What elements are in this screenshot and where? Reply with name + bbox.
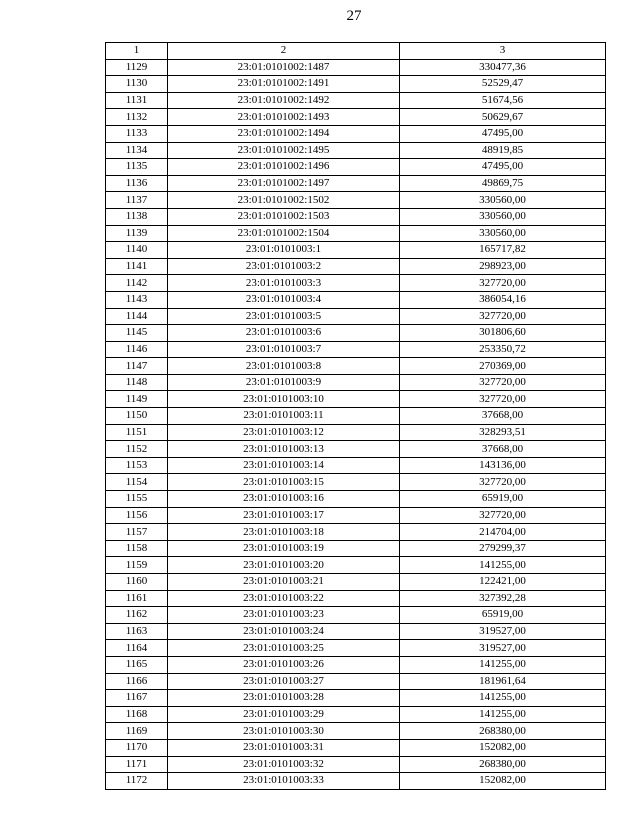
row-number-cell: 1144 <box>106 308 168 325</box>
cadastral-value-cell: 152082,00 <box>400 773 606 790</box>
cadastral-value-cell: 386054,16 <box>400 291 606 308</box>
cadastral-number-cell: 23:01:0101003:30 <box>168 723 400 740</box>
cadastral-value-cell: 330477,36 <box>400 59 606 76</box>
row-number-cell: 1154 <box>106 474 168 491</box>
cadastral-number-cell: 23:01:0101003:25 <box>168 640 400 657</box>
cadastral-number-cell: 23:01:0101003:15 <box>168 474 400 491</box>
row-number-cell: 1156 <box>106 507 168 524</box>
row-number-cell: 1135 <box>106 159 168 176</box>
cadastral-value-cell: 37668,00 <box>400 441 606 458</box>
cadastral-number-cell: 23:01:0101003:10 <box>168 391 400 408</box>
row-number-cell: 1134 <box>106 142 168 159</box>
row-number-cell: 1164 <box>106 640 168 657</box>
table-row <box>106 109 606 126</box>
cadastral-value-cell: 51674,56 <box>400 92 606 109</box>
table-row <box>106 391 606 408</box>
row-number-cell: 1152 <box>106 441 168 458</box>
cadastral-number-cell: 23:01:0101003:19 <box>168 540 400 557</box>
table-row <box>106 507 606 524</box>
table-row <box>106 739 606 756</box>
row-number-cell: 1163 <box>106 623 168 640</box>
table-row <box>106 491 606 508</box>
row-number-cell: 1159 <box>106 557 168 574</box>
cadastral-value-cell: 328293,51 <box>400 424 606 441</box>
row-number-cell: 1170 <box>106 739 168 756</box>
cadastral-number-cell: 23:01:0101002:1493 <box>168 109 400 126</box>
cadastral-value-cell: 327720,00 <box>400 308 606 325</box>
cadastral-number-cell: 23:01:0101003:31 <box>168 739 400 756</box>
cadastral-number-cell: 23:01:0101003:14 <box>168 457 400 474</box>
cadastral-number-cell: 23:01:0101003:32 <box>168 756 400 773</box>
table-row <box>106 291 606 308</box>
table-row <box>106 756 606 773</box>
cadastral-number-cell: 23:01:0101002:1492 <box>168 92 400 109</box>
table-row <box>106 773 606 790</box>
cadastral-number-cell: 23:01:0101003:4 <box>168 291 400 308</box>
row-number-cell: 1147 <box>106 358 168 375</box>
table-row <box>106 92 606 109</box>
cadastral-value-cell: 270369,00 <box>400 358 606 375</box>
table-row <box>106 76 606 93</box>
column-header-value: 3 <box>400 43 606 60</box>
cadastral-value-cell: 181961,64 <box>400 673 606 690</box>
cadastral-number-cell: 23:01:0101002:1491 <box>168 76 400 93</box>
table-row <box>106 607 606 624</box>
row-number-cell: 1162 <box>106 607 168 624</box>
row-number-cell: 1157 <box>106 524 168 541</box>
cadastral-number-cell: 23:01:0101003:26 <box>168 656 400 673</box>
table-row <box>106 706 606 723</box>
cadastral-number-cell: 23:01:0101002:1504 <box>168 225 400 242</box>
cadastral-number-cell: 23:01:0101002:1503 <box>168 208 400 225</box>
row-number-cell: 1133 <box>106 125 168 142</box>
table-row <box>106 590 606 607</box>
cadastral-value-cell: 49869,75 <box>400 175 606 192</box>
row-number-cell: 1139 <box>106 225 168 242</box>
table-row <box>106 441 606 458</box>
cadastral-number-cell: 23:01:0101003:7 <box>168 341 400 358</box>
table-row <box>106 308 606 325</box>
cadastral-number-cell: 23:01:0101003:12 <box>168 424 400 441</box>
cadastral-value-cell: 319527,00 <box>400 623 606 640</box>
table-row <box>106 208 606 225</box>
table-row <box>106 574 606 591</box>
row-number-cell: 1149 <box>106 391 168 408</box>
cadastral-value-cell: 52529,47 <box>400 76 606 93</box>
table-row <box>106 192 606 209</box>
table-row <box>106 408 606 425</box>
table-row <box>106 275 606 292</box>
cadastral-number-cell: 23:01:0101003:18 <box>168 524 400 541</box>
table-row <box>106 159 606 176</box>
table-row <box>106 242 606 259</box>
cadastral-value-cell: 327720,00 <box>400 391 606 408</box>
cadastral-value-cell: 327720,00 <box>400 275 606 292</box>
table-row <box>106 540 606 557</box>
table-row <box>106 623 606 640</box>
cadastral-number-cell: 23:01:0101002:1497 <box>168 175 400 192</box>
cadastral-value-cell: 143136,00 <box>400 457 606 474</box>
cadastral-number-cell: 23:01:0101003:27 <box>168 673 400 690</box>
cadastral-value-cell: 65919,00 <box>400 607 606 624</box>
cadastral-value-cell: 327720,00 <box>400 507 606 524</box>
cadastral-value-cell: 327392,28 <box>400 590 606 607</box>
cadastral-number-cell: 23:01:0101003:24 <box>168 623 400 640</box>
table-row <box>106 258 606 275</box>
cadastral-number-cell: 23:01:0101002:1494 <box>168 125 400 142</box>
row-number-cell: 1146 <box>106 341 168 358</box>
row-number-cell: 1150 <box>106 408 168 425</box>
cadastral-number-cell: 23:01:0101002:1487 <box>168 59 400 76</box>
cadastral-value-cell: 298923,00 <box>400 258 606 275</box>
row-number-cell: 1169 <box>106 723 168 740</box>
row-number-cell: 1167 <box>106 690 168 707</box>
cadastral-value-cell: 330560,00 <box>400 192 606 209</box>
table-row <box>106 673 606 690</box>
cadastral-value-cell: 141255,00 <box>400 706 606 723</box>
table-header-row <box>106 43 606 60</box>
row-number-cell: 1166 <box>106 673 168 690</box>
row-number-cell: 1168 <box>106 706 168 723</box>
cadastral-value-cell: 141255,00 <box>400 557 606 574</box>
row-number-cell: 1161 <box>106 590 168 607</box>
row-number-cell: 1131 <box>106 92 168 109</box>
row-number-cell: 1160 <box>106 574 168 591</box>
cadastral-number-cell: 23:01:0101002:1496 <box>168 159 400 176</box>
cadastral-number-cell: 23:01:0101003:13 <box>168 441 400 458</box>
row-number-cell: 1142 <box>106 275 168 292</box>
cadastral-value-cell: 152082,00 <box>400 739 606 756</box>
cadastral-number-cell: 23:01:0101003:8 <box>168 358 400 375</box>
cadastral-number-cell: 23:01:0101003:33 <box>168 773 400 790</box>
row-number-cell: 1165 <box>106 656 168 673</box>
row-number-cell: 1151 <box>106 424 168 441</box>
table-row <box>106 142 606 159</box>
cadastral-number-cell: 23:01:0101002:1502 <box>168 192 400 209</box>
cadastral-number-cell: 23:01:0101003:20 <box>168 557 400 574</box>
table-row <box>106 175 606 192</box>
cadastral-number-cell: 23:01:0101003:29 <box>168 706 400 723</box>
table-row <box>106 524 606 541</box>
table-row <box>106 457 606 474</box>
cadastral-value-cell: 214704,00 <box>400 524 606 541</box>
table-row <box>106 474 606 491</box>
table-row <box>106 374 606 391</box>
cadastral-number-cell: 23:01:0101003:2 <box>168 258 400 275</box>
table-row <box>106 59 606 76</box>
cadastral-value-table <box>105 42 606 790</box>
cadastral-number-cell: 23:01:0101003:22 <box>168 590 400 607</box>
cadastral-value-cell: 50629,67 <box>400 109 606 126</box>
cadastral-number-cell: 23:01:0101003:23 <box>168 607 400 624</box>
cadastral-value-cell: 165717,82 <box>400 242 606 259</box>
cadastral-number-cell: 23:01:0101002:1495 <box>168 142 400 159</box>
table-row <box>106 656 606 673</box>
row-number-cell: 1129 <box>106 59 168 76</box>
cadastral-number-cell: 23:01:0101003:17 <box>168 507 400 524</box>
table-row <box>106 358 606 375</box>
page-number: 27 <box>346 8 362 24</box>
row-number-cell: 1155 <box>106 491 168 508</box>
cadastral-value-cell: 268380,00 <box>400 756 606 773</box>
row-number-cell: 1141 <box>106 258 168 275</box>
cadastral-value-cell: 327720,00 <box>400 374 606 391</box>
cadastral-value-cell: 141255,00 <box>400 656 606 673</box>
row-number-cell: 1158 <box>106 540 168 557</box>
cadastral-number-cell: 23:01:0101003:21 <box>168 574 400 591</box>
row-number-cell: 1132 <box>106 109 168 126</box>
cadastral-value-cell: 48919,85 <box>400 142 606 159</box>
cadastral-value-cell: 253350,72 <box>400 341 606 358</box>
cadastral-value-cell: 47495,00 <box>400 125 606 142</box>
column-header-cadastral-id: 2 <box>168 43 400 60</box>
table-row <box>106 690 606 707</box>
cadastral-number-cell: 23:01:0101003:11 <box>168 408 400 425</box>
cadastral-number-cell: 23:01:0101003:28 <box>168 690 400 707</box>
row-number-cell: 1143 <box>106 291 168 308</box>
row-number-cell: 1148 <box>106 374 168 391</box>
table-row <box>106 640 606 657</box>
table-body <box>106 59 606 789</box>
row-number-cell: 1145 <box>106 325 168 342</box>
cadastral-value-cell: 330560,00 <box>400 208 606 225</box>
cadastral-value-cell: 330560,00 <box>400 225 606 242</box>
row-number-cell: 1136 <box>106 175 168 192</box>
cadastral-value-cell: 327720,00 <box>400 474 606 491</box>
table-row <box>106 341 606 358</box>
cadastral-number-cell: 23:01:0101003:1 <box>168 242 400 259</box>
cadastral-number-cell: 23:01:0101003:3 <box>168 275 400 292</box>
row-number-cell: 1172 <box>106 773 168 790</box>
cadastral-number-cell: 23:01:0101003:5 <box>168 308 400 325</box>
cadastral-value-cell: 65919,00 <box>400 491 606 508</box>
row-number-cell: 1138 <box>106 208 168 225</box>
table-row <box>106 125 606 142</box>
row-number-cell: 1153 <box>106 457 168 474</box>
cadastral-value-cell: 122421,00 <box>400 574 606 591</box>
cadastral-value-cell: 37668,00 <box>400 408 606 425</box>
table-row <box>106 557 606 574</box>
cadastral-value-cell: 47495,00 <box>400 159 606 176</box>
row-number-cell: 1130 <box>106 76 168 93</box>
cadastral-value-cell: 268380,00 <box>400 723 606 740</box>
table-row <box>106 723 606 740</box>
table-row <box>106 225 606 242</box>
cadastral-number-cell: 23:01:0101003:6 <box>168 325 400 342</box>
cadastral-value-cell: 319527,00 <box>400 640 606 657</box>
cadastral-value-cell: 279299,37 <box>400 540 606 557</box>
row-number-cell: 1140 <box>106 242 168 259</box>
column-header-number: 1 <box>106 43 168 60</box>
cadastral-number-cell: 23:01:0101003:16 <box>168 491 400 508</box>
table-row <box>106 424 606 441</box>
cadastral-number-cell: 23:01:0101003:9 <box>168 374 400 391</box>
row-number-cell: 1171 <box>106 756 168 773</box>
row-number-cell: 1137 <box>106 192 168 209</box>
cadastral-value-cell: 141255,00 <box>400 690 606 707</box>
table-row <box>106 325 606 342</box>
cadastral-value-cell: 301806,60 <box>400 325 606 342</box>
